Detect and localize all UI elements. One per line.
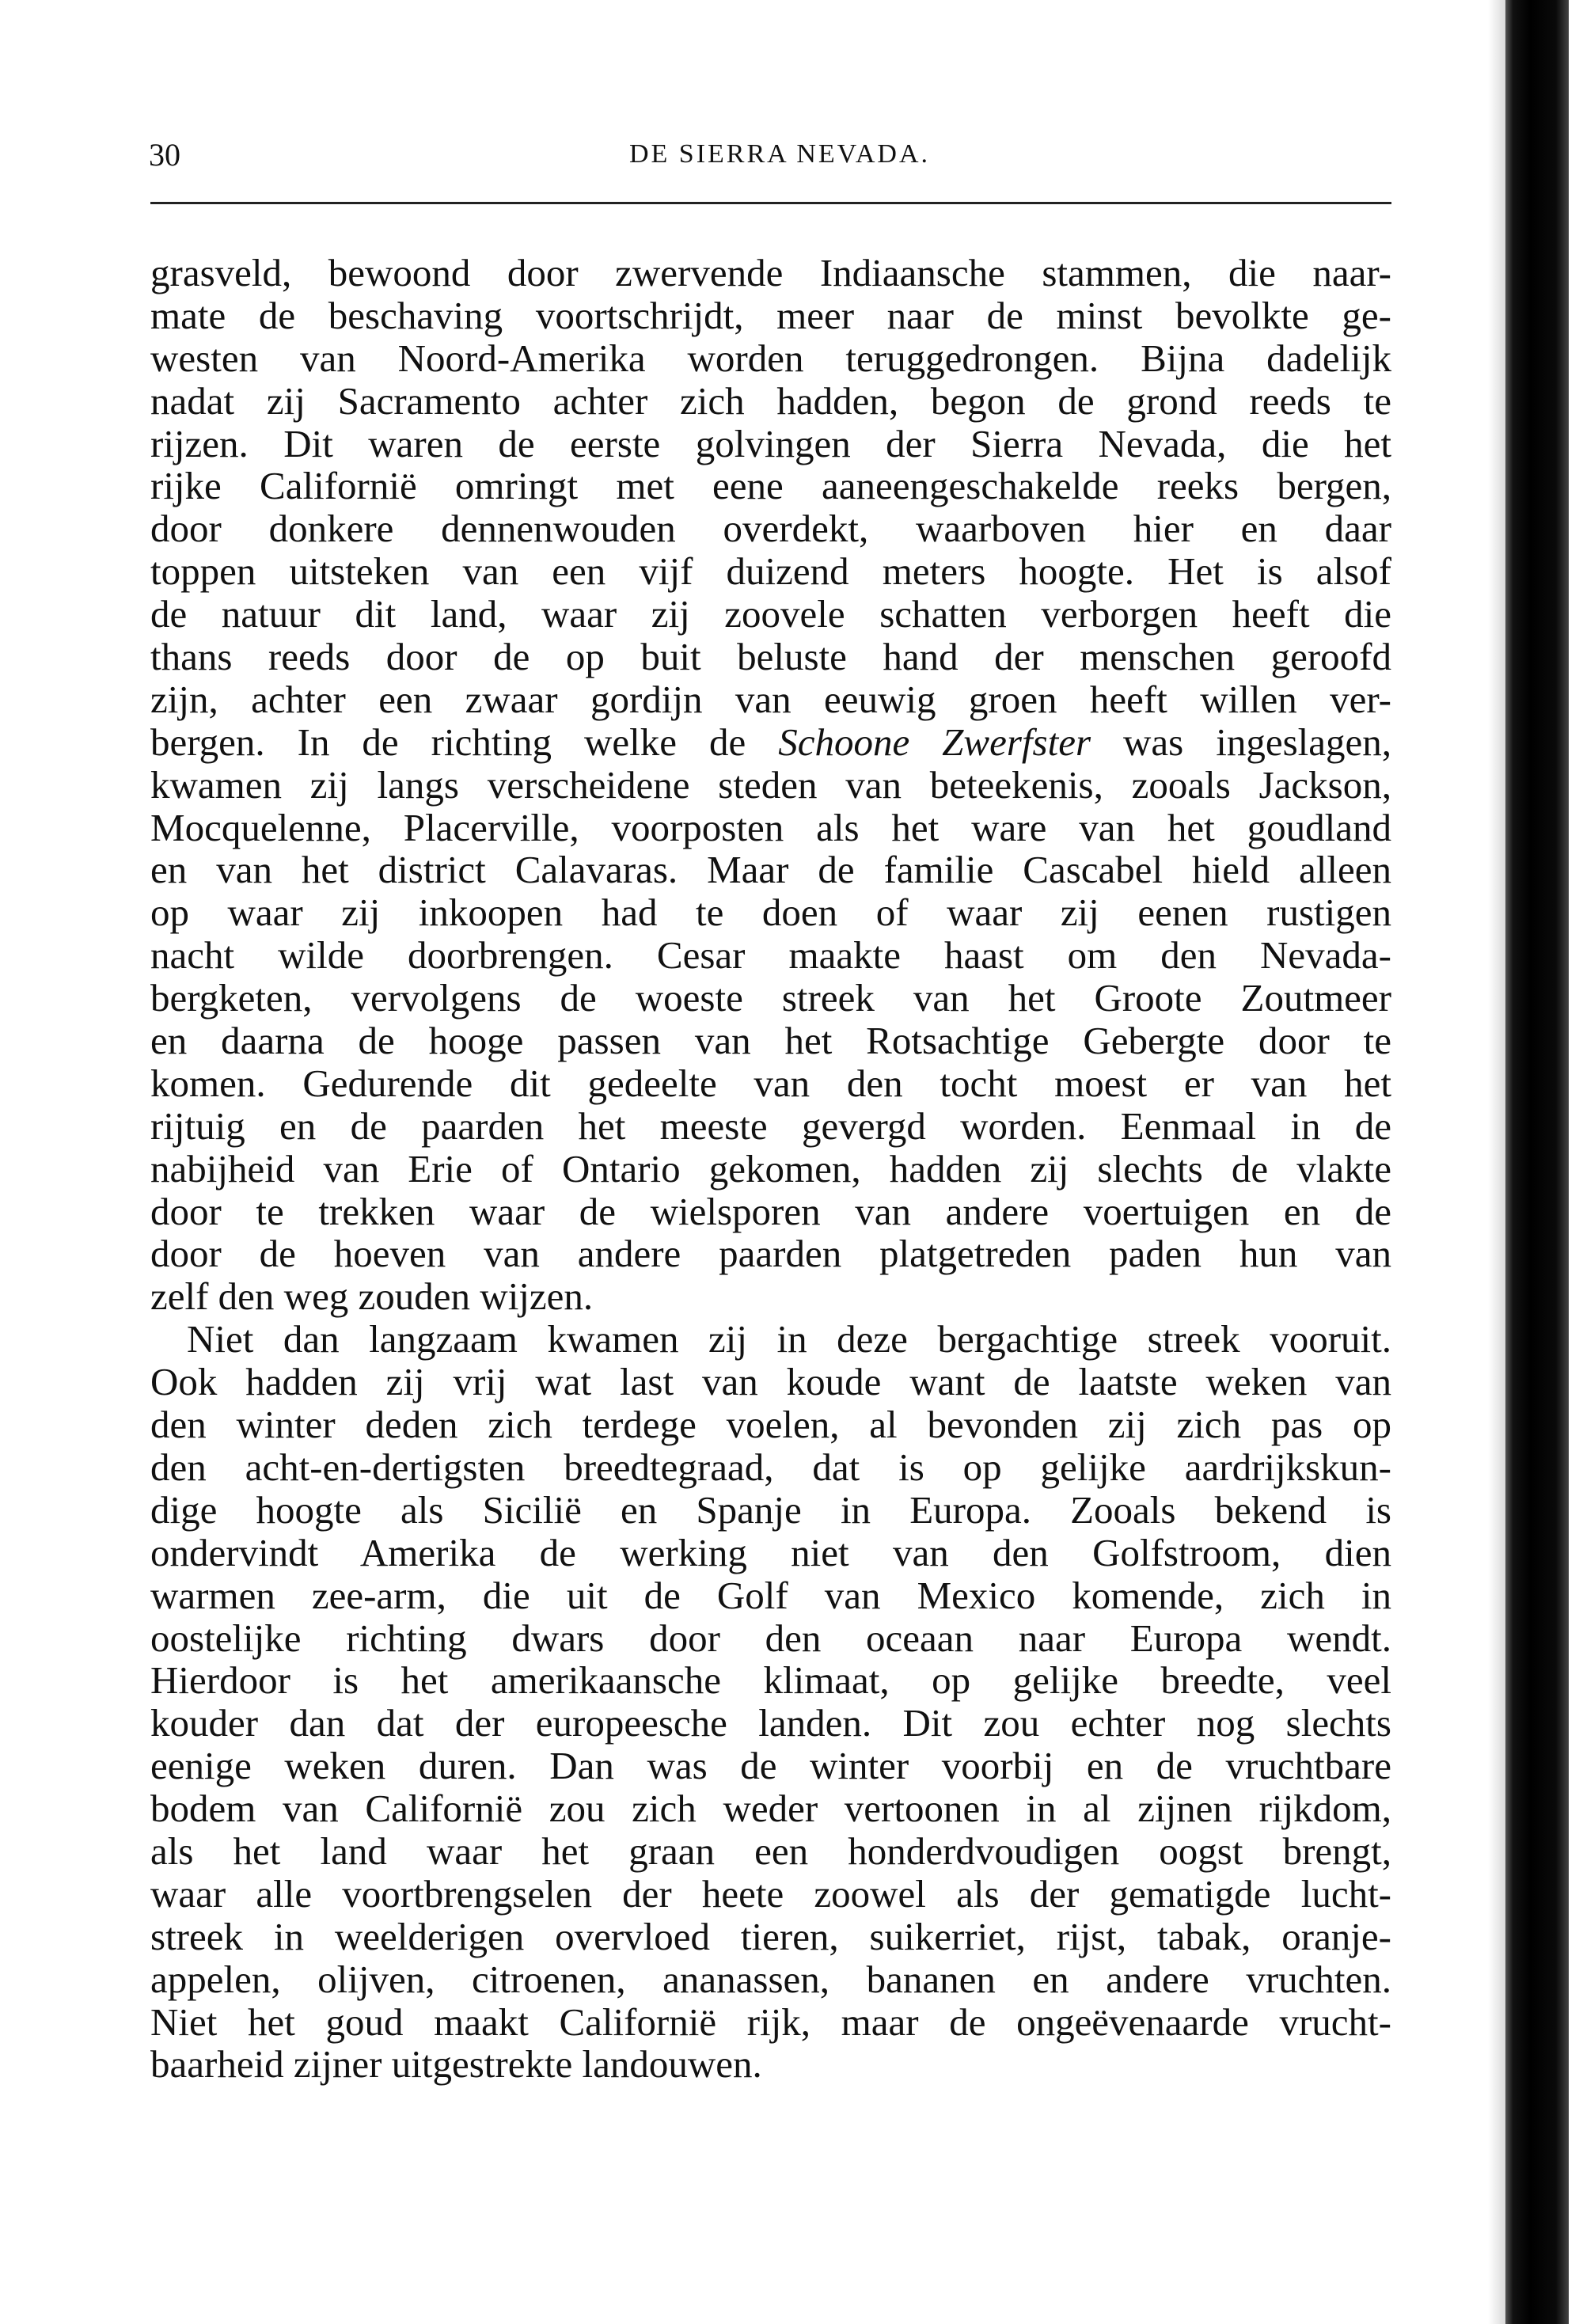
text-segment: nacht wilde doorbrengen. Cesar maakte haast om den Nevada- <box>150 933 1391 978</box>
text-segment: Hierdoor is het amerikaansche klimaat, op gelijke breedte, veel <box>150 1658 1391 1703</box>
text-line <box>150 1062 1391 1105</box>
text-line <box>150 1232 1391 1275</box>
text-segment: Niet het goud maakt Californië rijk, maar de ongeëvenaarde vrucht- <box>150 1999 1391 2044</box>
text-line <box>150 1659 1391 1702</box>
text-line <box>150 1318 1391 1361</box>
text-segment: waar alle voortbrengselen der heete zoowel als der gematigde lucht- <box>150 1871 1391 1916</box>
text-line <box>150 2001 1391 2044</box>
text-line <box>150 678 1391 721</box>
text-line <box>150 849 1391 891</box>
text-segment: komen. Gedurende dit gedeelte van den tocht moest er van het <box>150 1061 1391 1105</box>
text-segment: door te trekken waar de wielsporen van andere voertuigen en de <box>150 1189 1391 1233</box>
text-segment: op waar zij inkoopen had te doen of waar zij eenen rustigen <box>150 890 1391 935</box>
text-line <box>150 1403 1391 1446</box>
text-segment: Ook hadden zij vrij wat last van koude want de laatste weken van <box>150 1360 1391 1404</box>
text-segment: appelen, olijven, citroenen, ananassen, bananen en andere vruchten. <box>150 1957 1391 2001</box>
text-segment: streek in weelderigen overvloed tieren, suikerriet, rijst, tabak, oranje- <box>150 1914 1391 1958</box>
page-number: 30 <box>149 137 180 173</box>
text-line <box>150 252 1391 294</box>
text-segment: de natuur dit land, waar zij zoovele schatten verborgen heeft die <box>150 592 1391 636</box>
text-line <box>150 507 1391 550</box>
text-line <box>150 2043 1391 2086</box>
text-segment: mate de beschaving voortschrijdt, meer naar de minst bevolkte ge- <box>150 293 1391 337</box>
text-line <box>150 1361 1391 1403</box>
text-line <box>150 1617 1391 1660</box>
text-line <box>150 1916 1391 1958</box>
body-text <box>150 252 1391 2086</box>
text-line <box>150 977 1391 1020</box>
text-segment: door donkere dennenwouden overdekt, waarboven hier en daar <box>150 507 1391 551</box>
text-segment: bergen. In de richting welke de <box>150 720 779 764</box>
text-segment: zelf den weg zouden wijzen. <box>150 1274 594 1319</box>
text-segment: rijke Californië omringt met eene aaneengeschakelde reeks bergen, <box>150 464 1391 508</box>
text-line <box>150 934 1391 977</box>
text-segment: nadat zij Sacramento achter zich hadden, begon de grond reeds te <box>150 378 1391 423</box>
text-segment: bodem van Californië zou zich weder vertoonen in al zijnen rijkdom, <box>150 1787 1391 1831</box>
text-segment: warmen zee-arm, die uit de Golf van Mexico komende, zich in <box>150 1573 1391 1617</box>
text-segment: westen van Noord-Amerika worden teruggedrongen. Bijna dadelijk <box>150 336 1391 380</box>
text-line <box>150 1148 1391 1190</box>
text-segment: zijn, achter een zwaar gordijn van eeuwig groen heeft willen ver- <box>150 677 1391 721</box>
text-segment: rijtuig en de paarden het meeste gevergd worden. Eenmaal in de <box>150 1103 1391 1148</box>
text-segment: rijzen. Dit waren de eerste golvingen der Sierra Nevada, die het <box>150 421 1391 465</box>
text-segment: den acht-en-dertigsten breedtegraad, dat is op gelijke aardrijkskun- <box>150 1445 1391 1489</box>
text-line <box>150 337 1391 380</box>
text-segment: nabijheid van Erie of Ontario gekomen, hadden zij slechts de vlakte <box>150 1146 1391 1190</box>
book-binding-edge <box>1505 0 1569 2324</box>
text-segment: was ingeslagen, <box>1091 720 1391 764</box>
text-segment: Mocquelenne, Placerville, voorposten als het ware van het goudland <box>150 805 1391 849</box>
text-segment: door de hoeven van andere paarden platgetreden paden hun van <box>150 1232 1391 1276</box>
text-segment: en daarna de hooge passen van het Rotsachtige Gebergte door te <box>150 1019 1391 1063</box>
paragraph <box>150 1318 1391 2086</box>
text-segment: ondervindt Amerika de werking niet van den Golfstroom, dien <box>150 1530 1391 1574</box>
text-line <box>150 1745 1391 1787</box>
text-line <box>150 1702 1391 1745</box>
text-line <box>150 550 1391 593</box>
text-segment: als het land waar het graan een honderdvoudigen oogst brengt, <box>150 1828 1391 1873</box>
text-segment: bergketen, vervolgens de woeste streek van het Groote Zoutmeer <box>150 976 1391 1020</box>
text-line <box>150 423 1391 465</box>
text-line <box>150 636 1391 678</box>
running-title: DE SIERRA NEVADA. <box>628 139 930 169</box>
text-line <box>150 1532 1391 1574</box>
italic-title: Schoone Zwerfster <box>778 720 1091 764</box>
text-segment: en van het district Calavaras. Maar de familie Cascabel hield alleen <box>150 848 1391 892</box>
text-line <box>150 891 1391 934</box>
text-segment: grasveld, bewoond door zwervende Indiaansche stammen, die naar- <box>150 251 1391 294</box>
text-line <box>150 465 1391 507</box>
text-line <box>150 764 1391 807</box>
text-segment: eenige weken duren. Dan was de winter voorbij en de vruchtbare <box>150 1744 1391 1788</box>
text-line <box>150 1574 1391 1617</box>
text-segment: den winter deden zich terdege voelen, al bevonden zij zich pas op <box>150 1403 1391 1447</box>
text-line <box>150 593 1391 636</box>
text-segment: dige hoogte als Sicilië en Spanje in Europa. Zooals bekend is <box>150 1487 1391 1532</box>
paragraph <box>150 252 1391 1318</box>
text-line <box>150 1830 1391 1873</box>
text-line <box>150 1105 1391 1148</box>
text-line <box>150 1275 1391 1318</box>
text-segment: thans reeds door de op buit beluste hand der menschen geroofd <box>150 635 1391 679</box>
text-segment: kwamen zij langs verscheidene steden van beteekenis, zooals Jackson, <box>150 762 1391 807</box>
text-segment: Niet dan langzaam kwamen zij in deze bergachtige streek vooruit. <box>187 1317 1391 1361</box>
text-segment: baarheid zijner uitgestrekte landouwen. <box>150 2042 762 2087</box>
text-segment: toppen uitsteken van een vijf duizend meters hoogte. Het is alsof <box>150 549 1391 594</box>
text-line <box>150 1489 1391 1532</box>
text-segment: kouder dan dat der europeesche landen. Dit zou echter nog slechts <box>150 1701 1391 1745</box>
text-line <box>150 1958 1391 2001</box>
text-line <box>150 294 1391 337</box>
binding-shadow <box>1488 0 1505 2324</box>
text-line <box>150 721 1391 764</box>
text-line <box>150 1446 1391 1489</box>
text-line <box>150 807 1391 849</box>
text-line <box>150 1873 1391 1916</box>
text-segment: oostelijke richting dwars door den oceaan naar Europa wendt. <box>150 1616 1391 1660</box>
text-line <box>150 1020 1391 1062</box>
header-rule <box>150 202 1391 204</box>
text-line <box>150 1190 1391 1233</box>
text-line <box>150 380 1391 423</box>
text-line <box>150 1787 1391 1830</box>
